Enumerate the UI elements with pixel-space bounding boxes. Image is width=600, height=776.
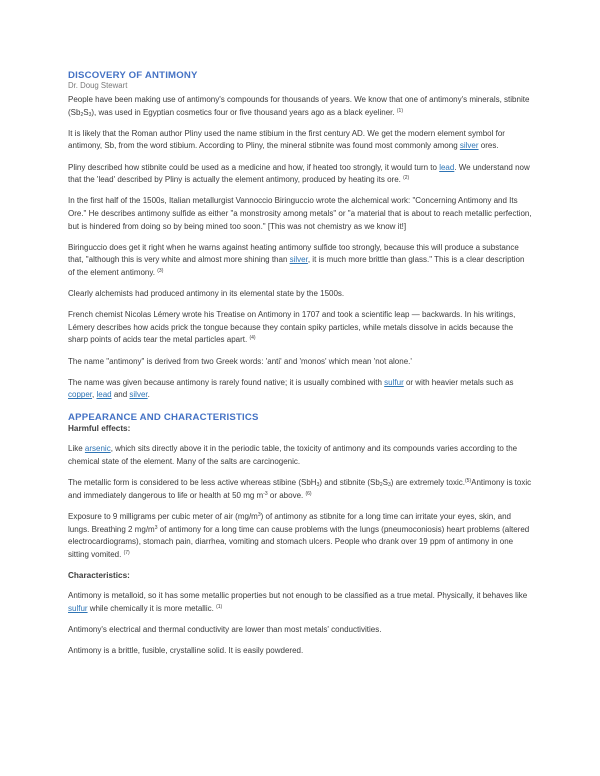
author-line: Dr. Doug Stewart <box>68 81 128 90</box>
paragraph-8: The name "antimony" is derived from two Greek words: 'anti' and 'monos' which mean 'not alone.' <box>68 356 412 366</box>
link-sulfur[interactable]: sulfur <box>68 603 88 613</box>
paragraph-6: Clearly alchemists had produced antimony in its elemental state by the 1500s. <box>68 289 345 299</box>
paragraph-3: Pliny described how stibnite could be used as a medicine and how, if heated too strongly, it would turn to lead. We understand now that the 'lead' described by Pliny is actually the element antimony, produced by heating its ore. $^{(2)}$ <box>68 162 530 185</box>
link-sulfur[interactable]: sulfur <box>384 377 404 387</box>
link-silver[interactable]: silver <box>129 390 148 400</box>
reference-3[interactable]: (3) <box>157 267 164 274</box>
subheading-harmful-effects: Harmful effects: <box>68 424 131 434</box>
link-silver[interactable]: silver <box>289 255 308 265</box>
paragraph-13: Antimony is metalloid, so it has some metallic properties but not enough to be classified as a true metal. Physically, it behaves like sulfur while chemically it is more metallic. $^{(1)}$ <box>68 591 528 613</box>
reference-2[interactable]: (2) <box>403 175 410 182</box>
title-heading: DISCOVERY OF ANTIMONY <box>68 70 198 81</box>
subheading-characteristics: Characteristics: <box>68 570 130 580</box>
paragraph-4: In the first half of the 1500s, Italian metallurgist Vannoccio Biringuccio wrote the alchemical work: "Concerning Antimony and Its Ore." He describes antimony sulfide as either "a monstrosity among metals" or "a material that is about to reach metallic perfection, but is hindered from doing so by being mined too soon." [This was not chemistry as we know it!] <box>68 196 532 231</box>
paragraph-10: Like arsenic, which sits directly above it in the periodic table, the toxicity of antimony and its compounds varies according to the chemical state of the element. Many of the salts are carcinogenic. <box>68 444 518 467</box>
link-arsenic[interactable]: arsenic <box>84 444 111 454</box>
link-silver[interactable]: silver <box>459 141 479 151</box>
reference-7[interactable]: (7) <box>123 549 130 556</box>
reference-6[interactable]: (6) <box>305 490 312 497</box>
section-heading-appearance: APPEARANCE AND CHARACTERISTICS <box>68 412 259 424</box>
paragraph-9: The name was given because antimony is rarely found native; it is usually combined with sulfur or with heavier metals such as copper, lead and silver. <box>68 377 514 400</box>
paragraph-7: French chemist Nicolas Lémery wrote his Treatise on Antimony in 1707 and took a scientific leap — backwards. In his writings, Lémery describes how acids prick the tongue because they contain spiky particles, while metals dissolve in acids because the sharp points of acids tear the metal particles apart. $^{(4)}$ <box>68 310 516 345</box>
reference-1[interactable]: (1) <box>396 107 403 114</box>
paragraph-15: Antimony is a brittle, fusible, crystalline solid. It is easily powdered. <box>68 646 304 656</box>
link-lead[interactable]: lead <box>96 390 112 400</box>
paragraph-12: Exposure to 9 milligrams per cubic meter of air $(mg/m^3)$ of antimony as stibnite for a long time can irritate your eyes, skin, and lungs. Breathing 2 $mg/m^3$ of antimony for a long time can cause problems with the lungs (pneumoconiosis) heart problems (altered electrocardiograms), stomach pain, diarrhea, vomiting and stomach ulcers. People who drank over 19 ppm of antimony in one sitting vomited. $^{(7)}$ <box>68 511 530 559</box>
paragraph-14: Antimony's electrical and thermal conductivity are lower than most metals' conductivities. <box>68 625 382 635</box>
reference-4[interactable]: (4) <box>249 335 256 342</box>
link-copper[interactable]: copper <box>68 390 93 400</box>
link-lead[interactable]: lead <box>439 162 455 172</box>
reference-5[interactable]: (5) <box>464 478 472 485</box>
paragraph-2: It is likely that the Roman author Pliny used the name stibium in the first century AD. We get the modern element symbol for antimony, Sb, from the word stibium. According to Pliny, the mineral stibnite was found most commonly among silver ores. <box>68 128 505 151</box>
reference-1[interactable]: (1) <box>216 603 223 610</box>
paragraph-5: Biringuccio does get it right when he warns against heating antimony sulfide too strongly, because this will produce a substance that, "although this is very white and almost more shining than silver, it is much more brittle than glass." This is a clear description of the element antimony. $^{(3)}$ <box>68 242 525 277</box>
paragraph-11: The metallic form is considered to be less active whereas stibine (SbH$_3$) and stibnite $(Sb_2S_3)$ are extremely toxic.$^{(5)}$Antimony is toxic and immediately dangerous to life or health at 50 mg $m^{-3}$ or above. $^{(6)}$ <box>68 478 532 500</box>
paragraph-1: People have been making use of antimony's compounds for thousands of years. We know that one of antimony's minerals, stibnite $(Sb_2S_3)$, was used in Egyptian cosmetics four or five thousand years ago as a black eyeliner. $^{(1)}$ <box>68 95 530 118</box>
